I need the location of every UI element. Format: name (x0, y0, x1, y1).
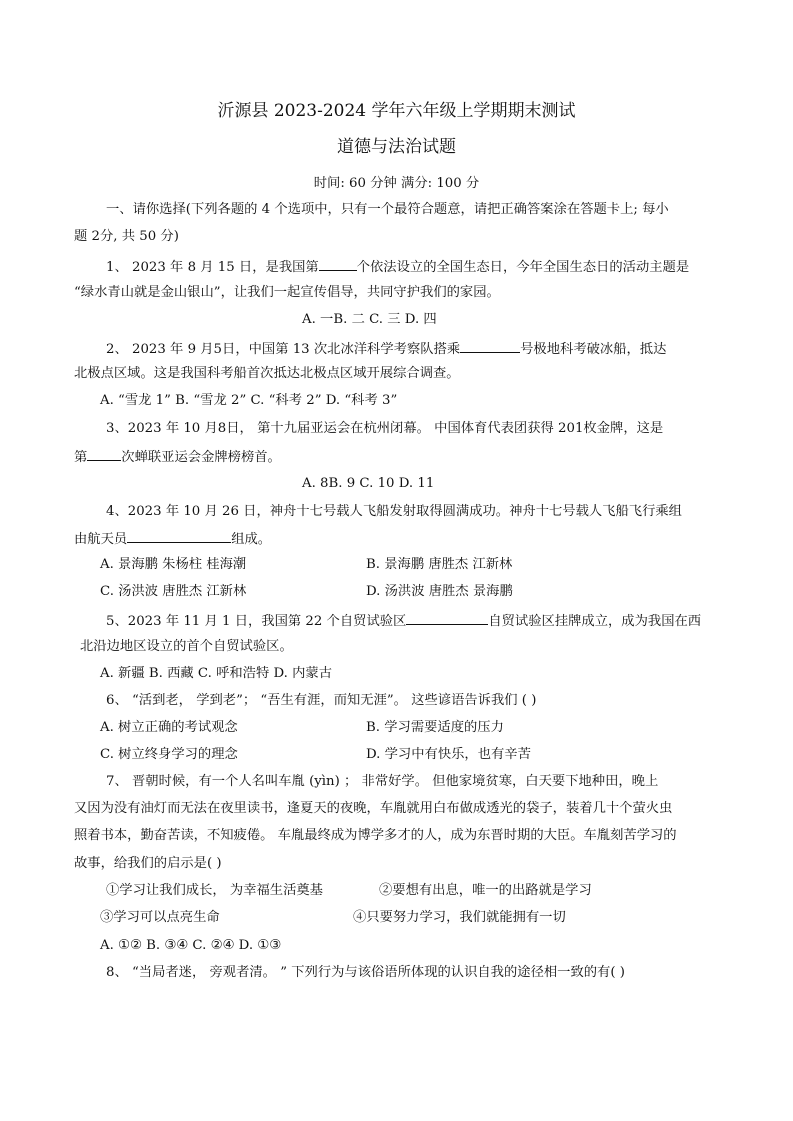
q2-text-b: 号极地科考破冰船，抵达 (520, 342, 667, 357)
q2-text-a: 2、 2023 年 9 月5日，中国第 13 次北冰洋科学考察队搭乘 (106, 342, 461, 357)
q7-statement-4: ④只要努力学习，我们就能拥有一切 (353, 910, 566, 925)
q6-option-c: C. 树立终身学习的理念 (100, 747, 238, 762)
q8-line1: 8、 “当局者迷， 旁观者清。 ” 下列行为与该俗语所体现的认识自我的途径相一致的有( ) (106, 965, 625, 980)
q2-line2: 北极点区域。这是我国科考船首次抵达北极点区域开展综合调查。 (74, 366, 460, 381)
q7-statement-3: ③学习可以点亮生命 (100, 910, 220, 925)
q7-options: A. ①② B. ③④ C. ②④ D. ①③ (100, 938, 282, 953)
exam-subtitle: 道德与法治试题 (337, 137, 456, 157)
q4-option-b: B. 景海鹏 唐胜杰 江新林 (366, 557, 513, 572)
q2-line1 (106, 339, 666, 359)
q4-line1: 4、2023 年 10 月 26 日，神舟十七号载人飞船发射取得圆满成功。神舟十七号载人飞船飞行乘组 (106, 504, 682, 519)
q7-line3: 照着书本，勤奋苦读，不知疲倦。 车胤最终成为博学多才的人，成为东晋时期的大臣。车胤刻苦学习的 (74, 828, 677, 843)
q4-option-d: D. 汤洪波 唐胜杰 景海鹏 (366, 584, 513, 599)
q1-line2: “绿水青山就是金山银山”，让我们一起宣传倡导，共同守护我们的家园。 (74, 285, 500, 300)
q1-text-a: 1、 2023 年 8 月 15 日，是我国第 (106, 260, 319, 275)
exam-info: 时间: 60 分钟 满分: 100 分 (313, 176, 480, 191)
section-heading-line1: 一、请你选择(下列各题的 4 个选项中，只有一个最符合题意，请把正确答案涂在答题卡上; 每小 (106, 202, 669, 217)
q7-line1: 7、 晋朝时候，有一个人名叫车胤 (yìn) ； 非常好学。 但他家境贫寒，白天要下地种田，晚上 (106, 774, 659, 789)
q6-line1: 6、 “活到老， 学到老”； “吾生有涯，而知无涯”。 这些谚语告诉我们 ( ) (106, 693, 537, 708)
q5-line1 (106, 611, 701, 631)
q1-options: A. 一B. 二 C. 三 D. 四 (302, 312, 437, 327)
q3-text-b: 次蝉联亚运会金牌榜榜首。 (121, 450, 281, 465)
q3-text-a: 第 (74, 450, 88, 465)
q3-blank (87, 447, 121, 461)
q5-text-b: 自贸试验区挂牌成立，成为我国在西 (488, 614, 702, 629)
section-heading-line2: 题 2分, 共 50 分) (74, 229, 179, 244)
q3-options: A. 8B. 9 C. 10 D. 11 (302, 476, 435, 491)
q7-line2: 又因为没有油灯而无法在夜里读书，逢夏天的夜晚，车胤就用白布做成透光的袋子，装着几十个萤火虫 (74, 801, 673, 816)
q4-option-c: C. 汤洪波 唐胜杰 江新林 (100, 584, 247, 599)
q5-line2: 北沿边地区设立的首个自贸试验区。 (80, 639, 293, 654)
q4-blank (127, 529, 231, 543)
q1-line1 (106, 257, 689, 277)
q6-option-d: D. 学习中有快乐，也有辛苦 (366, 747, 531, 762)
q7-statement-2: ②要想有出息，唯一的出路就是学习 (379, 883, 592, 898)
q3-line2 (74, 447, 281, 467)
q7-statement-1: ①学习让我们成长， 为幸福生活奠基 (106, 883, 323, 898)
q5-options: A. 新疆 B. 西藏 C. 呼和浩特 D. 内蒙古 (100, 666, 333, 681)
q4-line2 (74, 529, 271, 549)
q6-option-b: B. 学习需要适度的压力 (366, 720, 504, 735)
q4-option-a: A. 景海鹏 朱杨柱 桂海潮 (100, 557, 247, 572)
q5-blank (406, 611, 488, 625)
q2-options: A. “雪龙 1” B. “雪龙 2” C. “科考 2” D. “科考 3” (100, 393, 398, 408)
q2-blank (460, 339, 520, 353)
q4-text-a: 由航天员 (74, 532, 128, 547)
q3-line1: 3、2023 年 10 月8日， 第十九届亚运会在杭州闭幕。 中国体育代表团获得 201枚金牌，这是 (106, 421, 664, 436)
exam-title: 沂源县 2023-2024 学年六年级上学期期末测试 (217, 101, 576, 121)
q6-option-a: A. 树立正确的考试观念 (100, 720, 238, 735)
q1-text-b: 个依法设立的全国生态日，今年全国生态日的活动主题是 (356, 260, 690, 275)
q5-text-a: 5、2023 年 11 月 1 日，我国第 22 个自贸试验区 (106, 614, 407, 629)
q1-blank (319, 257, 357, 271)
q4-text-b: 组成。 (231, 532, 272, 547)
q7-line4: 故事，给我们的启示是( ) (74, 856, 222, 871)
